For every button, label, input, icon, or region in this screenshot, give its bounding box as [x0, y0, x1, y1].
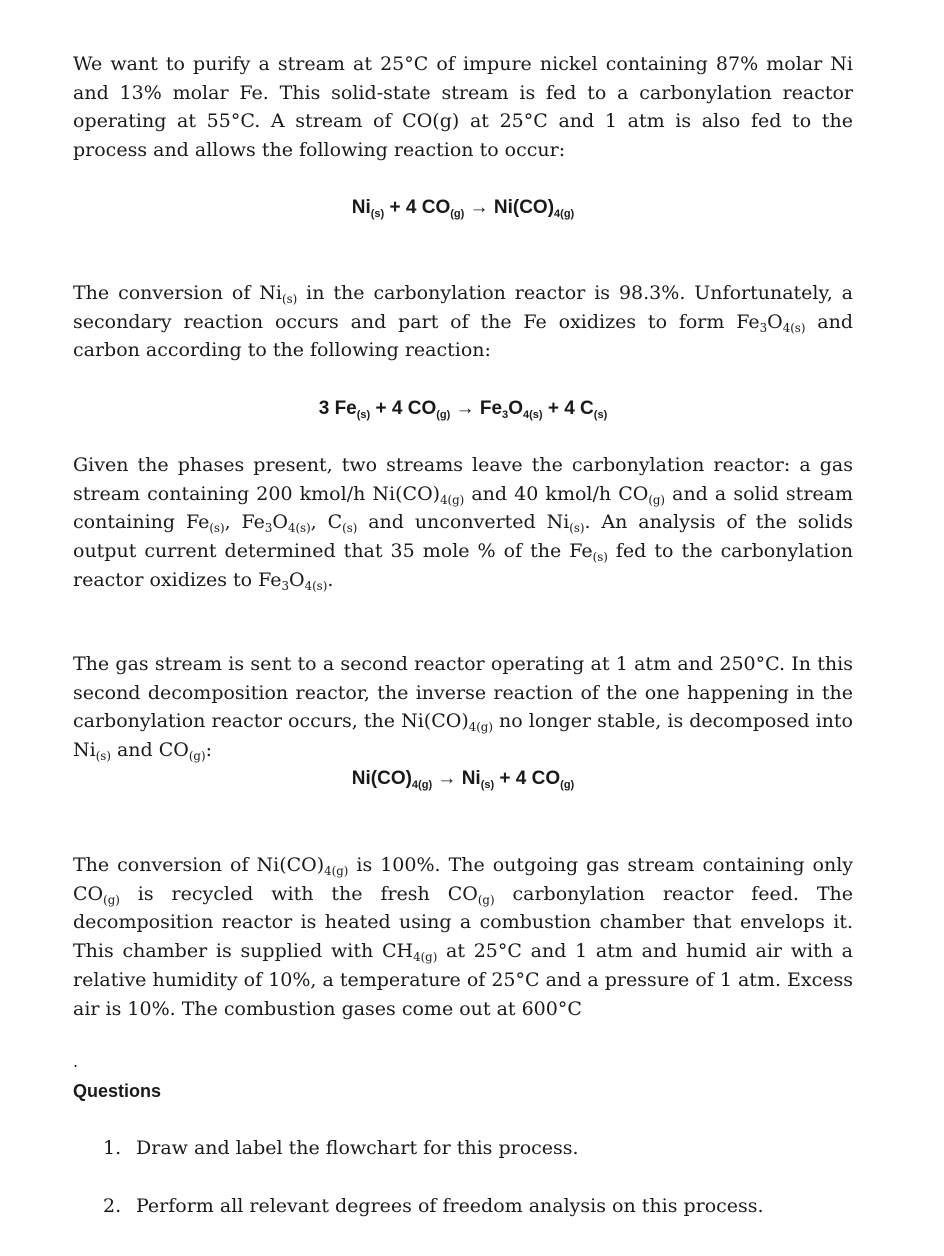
combustion-paragraph: The conversion of $Ni(CO)_{4(g)}$ is 100%. The outgoing gas stream containing only $CO_{(g)}$ is recycled with the fresh $CO_{(g)}$ carbonylation reactor feed. The decomposition reactor is heated using a combustion chamber that envelops it. This chamber is supplied with $CH_{4(g)}$ at 25°C and 1 atm and humid air with a relative humidity of 10%, a temperature of 25°C and a pressure of 1 atm. Excess air is 10%. The combustion gases come out at 600°C [73, 854, 854, 1020]
stray-dot: . [73, 1052, 79, 1071]
reaction-equation-1: $Ni_{(s)} + 4$ $CO_{(g)} \to Ni(CO)_{4(g)}$ [351, 197, 575, 220]
questions-heading: Questions [73, 1081, 162, 1101]
question-item-1: 1. Draw and label the flowchart for this process. [103, 1137, 579, 1159]
question-item-2: 2. Perform all relevant degrees of freedom analysis on this process. [103, 1195, 764, 1217]
conversion-paragraph: The conversion of $Ni_{(s)}$ in the carbonylation reactor is 98.3%. Unfortunately, a secondary reaction occurs and part of the Fe oxidizes to form $Fe_3O_{4(s)}$ and carbon according to the following reaction: [73, 282, 853, 362]
output-streams-paragraph: Given the phases present, two streams leave the carbonylation reactor: a gas stream containing 200 kmol/h $Ni(CO)_{4(g)}$ and 40 kmol/h $CO_{(g)}$ and a solid stream containing $Fe_{(s)}$, $Fe_3O_{4(s)}$, $C_{(s)}$ and unconverted $Ni_{(s)}$. An analysis of the solids output current determined that 35 mole % of the $Fe_{(s)}$ fed to the carbonylation reactor oxidizes to $Fe_3O_{4(s)}$. [73, 454, 854, 593]
reaction-equation-3: $Ni(CO)_{4(g)} \to Ni_{(s)} + 4$ $CO_{(g)}$ [351, 768, 575, 791]
decomposition-paragraph: The gas stream is sent to a second reactor operating at 1 atm and 250°C. In this second decomposition reactor, the inverse reaction of the one happening in the carbonylation reactor occurs, the $Ni(CO)_{4(g)}$ no longer stable, is decomposed into $Ni_{(s)}$ and $CO_{(g)}$: [73, 653, 853, 764]
reaction-equation-2: 3 $Fe_{(s)} + 4$ $CO_{(g)} \to Fe_3O_{4(s)} + 4$ $C_{(s)}$ [318, 398, 608, 421]
intro-paragraph: We want to purify a stream at 25°C of impure nickel containing 87% molar Ni and 13% molar Fe. This solid-state stream is fed to a carbonylation reactor operating at 55°C. A stream of CO(g) at 25°C and 1 atm is also fed to the process and allows the following reaction to occur: [73, 53, 853, 162]
